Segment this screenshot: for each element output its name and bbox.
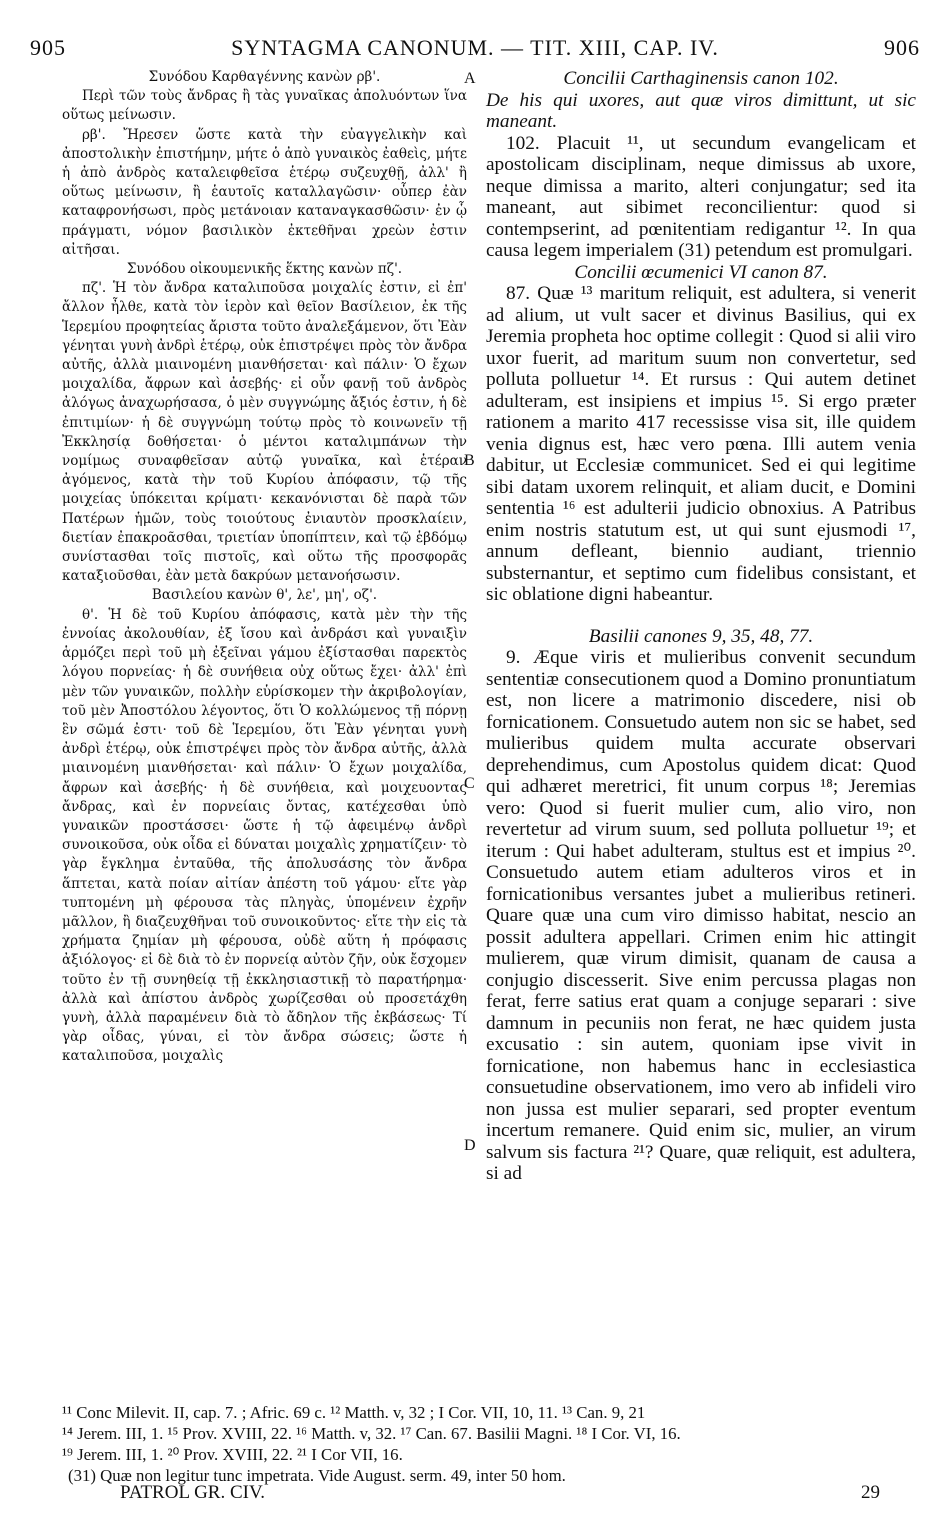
- page-number-left: 905: [30, 35, 66, 60]
- footnote-line: ¹⁹ Jerem. III, 1. ²⁰ Prov. XVIII, 22. ²¹ I Cor VII, 16.: [62, 1445, 403, 1464]
- latin-canon-87: 87. Quæ ¹³ maritum reliquit, est adultera, si venerit ad alium, ut vult sacer et divinus Basilius, qui ex Jeremia propheta hoc optime collegit : Quod si alii viro uxor fuerit, ad maritum suum non convertetur, sed polluta polluetur ¹⁴. Et rursus : Qui autem detinet adulteram, est insipiens et impius ¹⁵. Si ergo præter rationem a marito 417 recessisse visa sit, ille quidem venia dignus est, hæc vero pœna. Illi autem venia dabitur, ut Ecclesiæ communicet. Sed ei qui legitime sibi datam uxorem relinquit, et aliam ducit, e Domini sententia ¹⁶ est adulterii judicio obnoxius. A Patribus enim nostris statutum est, ut qui sunt ejusmodi ¹⁷, annum defleant, biennio audiant, triennio substernantur, et septimo cum fidelibus consistant, et sic oblatione digni habeantur.: [486, 283, 916, 605]
- margin-marker-b: B: [464, 452, 475, 469]
- greek-canon-9: θ'. Ἡ δὲ τοῦ Κυρίου ἀπόφασις, κατὰ μὲν τὴν τῆς ἐννοίας ἀκολουθίαν, ἐξ ἴσου καὶ ἀνδράσι καὶ γυναιξὶν ἁρμόζει περὶ τοῦ μὴ ἐξεῖναι γάμου ἐξίστασθαι παρεκτὸς λόγου πορνείας· ἡ δὲ συνήθεια οὐχ οὕτως ἔχει· ἀλλ' ἐπὶ μὲν τῶν γυναικῶν, πολλὴν εὑρίσκομεν τὴν ἀκριβολογίαν, τοῦ μὲν Ἀποστόλου λέγοντος, ὅτι Ὁ κολλώμενος τῇ πόρνῃ ἓν σῶμά ἐστι· τοῦ δὲ Ἱερεμίου, ὅτι Ἐὰν γένηται γυνὴ ἀνδρὶ ἑτέρῳ, οὐκ ἐπιστρέψει πρὸς τὸν ἄνδρα αὐτῆς, ἀλλὰ μιαινομένη μιανθήσεται· καὶ πάλιν· Ὁ ἔχων μοιχαλίδα, ἄφρων καὶ ἀσεβής· ἡ δὲ συνήθεια, καὶ μοιχευοντας ἄνδρας, καὶ ἐν πορνείαις ὄντας, κατέχεσθαι ὑπὸ γυναικῶν προστάσσει· ὥστε ἡ τῷ ἀφειμένῳ ἀνδρὶ συνοικοῦσα, οὐκ οἶδα εἰ δύναται μοιχαλὶς χρηματίζειν· τὸ γὰρ ἔγκλημα ἐνταῦθα, τῆς ἀπολυσάσης τὸν ἄνδρα ἅπτεται, κατὰ ποίαν αἰτίαν ἀπέστη τοῦ γάμου· εἴτε γὰρ τυπτομένη μὴ φέρουσα τὰς πληγὰς, ὑπομένειν ἐχρῆν μᾶλλον, ἢ διαζευχθῆναι τοῦ συνοικοῦντος· εἴτε τὴν εἰς τὰ χρήματα ζημίαν μὴ φέρουσα, οὐδὲ αὕτη ἡ πρόφασις ἀξιόλογος· εἰ δὲ διὰ τὸ ἐν πορνείᾳ αὐτὸν ζῆν, οὐκ ἔσχομεν τοῦτο ἐν τῇ συνηθείᾳ τῇ ἐκκλησιαστικῇ τὸ παρατήρημα· ἀλλὰ καὶ ἀπίστου ἀνδρὸς χωρίζεσθαι οὐ προσετάχθη γυνὴ, ἀλλὰ παραμένειν διὰ τὸ ἄδηλον τῆς ἐκβάσεως· Τί γὰρ οἶδας, γύναι, εἰ τὸν ἄνδρα σώσεις; ὥστε ἡ καταλιποῦσα, μοιχαλὶς: [62, 606, 467, 1065]
- running-title: SYNTAGMA CANONUM. — TIT. XIII, CAP. IV.: [231, 35, 719, 60]
- page-footer: [120, 1482, 880, 1504]
- margin-marker-c: C: [464, 775, 475, 792]
- editor-note: (31) Quæ non legitur tunc impetrata. Vide August. serm. 49, inter 50 hom.: [68, 1466, 566, 1485]
- latin-canon-102: 102. Placuit ¹¹, ut secundum evangelicam et apostolicam disciplinam, neque dimissus ab uxore, neque dimissa a marito, alteri conjungatur; sed ita maneant, aut sibimet reconcilientur: quod si contempserint, ad pœnitentiam redigantur ¹². In qua causa legem imperialem (31) petendum est promulgari.: [486, 132, 916, 261]
- latin-heading-carthage: Concilii Carthaginensis canon 102.: [563, 68, 839, 89]
- footnote-line: ¹¹ Conc Milevit. II, cap. 7. ; Afric. 69 c. ¹² Matth. v, 32 ; I Cor. VII, 10, 11. ¹³ Can. 9, 21: [62, 1403, 646, 1422]
- greek-canon-87: πζ'. Ἡ τὸν ἄνδρα καταλιποῦσα μοιχαλίς ἐστιν, εἰ ἐπ' ἄλλον ἦλθε, κατὰ τὸν ἱερὸν καὶ θεῖον Βασίλειον, ἐκ τῆς Ἱερεμίου προφητείας ἄριστα τοῦτο ἀναλεξάμενον, ὅτι Ἐὰν γένηται γυνὴ ἀνδρὶ ἑτέρῳ, οὐκ ἐπιστρέψει πρὸς τὸν ἄνδρα αὐτῆς, ἀλλὰ μιαινομένη μιανθήσεται· καὶ πάλιν· Ὁ ἔχων μοιχαλίδα, ἄφρων καὶ ἀσεβής· εἰ οὖν φανῇ τοῦ ἀνδρὸς ἀλόγως ἀναχωρήσασα, ὁ μὲν συγγνώμης ἄξιός ἐστιν, ἡ δὲ ἐπιτιμίων· ἡ δὲ συγγνώμη τούτῳ πρὸς τὸ κοινωνεῖν τῇ Ἐκκλησίᾳ δοθήσεται· ὁ μέντοι καταλιμπάνων τὴν νομίμως συναφθεῖσαν αὐτῷ γυναῖκα, καὶ ἑτέραν ἀγόμενος, κατὰ τὴν τοῦ Κυρίου ἀπόφασιν, τῷ τῆς μοιχείας ὑπόκειται κρίματι· κεκανόνισται δὲ παρὰ τῶν Πατέρων ἡμῶν, τοὺς τοιούτους ἐνιαυτὸν προσκλαίειν, διετίαν ἐπακροᾶσθαι, τριετίαν ὑποπίπτειν, καὶ τῷ ἑβδόμῳ συνίστασθαι τοῖς πιστοῖς, καὶ οὕτω τῆς προσφορᾶς καταξιοῦσθαι, ἐὰν μετὰ δακρύων μετανοήσωσιν.: [62, 280, 467, 585]
- greek-heading-basil: Βασιλείου κανὼν θ', λε', μη', οζ'.: [151, 587, 378, 604]
- greek-canon-102: ρβ'. Ἤρεσεν ὥστε κατὰ τὴν εὐαγγελικὴν καὶ ἀποστολικὴν ἐπιστήμην, μήτε ὁ ἀπὸ γυναικὸς ἐαθεὶς, μήτε ἡ ἀπὸ ἀνδρὸς καταλειφθεῖσα ἑτέρῳ συζευχθῇ, ἀλλ' ἢ οὕτως μείνωσιν, ἢ ἑαυτοῖς καταλλαγῶσιν· οὗπερ ἐὰν καταφρονήσωσι, πρὸς μετάνοιαν καταναγκασθῶσιν· ἐν ᾧ πράγματι, νόμον βασιλικὸν ἐκτεθῆναι χρεὼν ἐστιν αἰτῆσαι.: [62, 126, 467, 258]
- greek-heading-carthage: Συνόδου Καρθαγέννης κανὼν ρβ'.: [148, 69, 381, 85]
- margin-marker-a: A: [464, 70, 476, 87]
- page-header: [30, 30, 920, 66]
- greek-column: [62, 68, 467, 1067]
- series-label: PATROL GR. CIV.: [120, 1482, 266, 1503]
- page-number-right: 906: [884, 35, 920, 60]
- latin-heading-basil: Basilii canones 9, 35, 48, 77.: [588, 625, 814, 647]
- latin-canon-9: 9. Æque viris et mulieribus convenit secundum sententiæ consecutionem quod a Domino pronuntiatum est, non licere a matrimonio discedere, nisi ob fornicationem. Consuetudo autem non sic se habet, sed mulieribus quidem multa accurate observari deprehendimus, cum Apostolus quidem dicat: Quod qui adhæret meretrici, fit unum corpus ¹⁸; Jeremias vero: Quod si fuerit mulier cum, alio viro, non revertetur ad virum suum, sed polluta polluetur ¹⁹; et iterum : Qui habet adulteram, stultus est et impius ²⁰. Consuetudo autem etiam adulteros viros et in fornicationibus versantes jubet a mulieribus retineri. Quare quæ una cum viro dimisso habitat, nescio an possit adultera appellari. Crimen enim hic attingit mulierem, quæ virum dimisit, quanam de causa a conjugio discesserit. Sive enim percussa plagas non ferat, ferre satius erat quam a conjuge separari : sive damnum in pecuniis non ferat, ne hæc quidem justa excusatio : sin autem, quoniam ipse vivit in fornicatione, non habemus hanc in ecclesiastica consuetudine observationem, imo vero ab infideli viro non jussa est mulier separari, sed propter eventum incertum remanere. Quid enim sic, mulier, an virum salvum sis factura ²¹? Quare, quæ reliquit, est adultera, si ad: [486, 647, 916, 1184]
- latin-heading-sixth-synod: Concilii œcumenici VI canon 87.: [574, 261, 828, 283]
- margin-marker-d: D: [464, 1137, 476, 1154]
- latin-subheading: De his qui uxores, aut quæ viros dimittunt, ut sic maneant.: [486, 89, 916, 132]
- signature-number: 29: [861, 1482, 880, 1503]
- greek-subheading: Περὶ τῶν τοὺς ἄνδρας ἢ τὰς γυναῖκας ἀπολυόντων ἵνα οὕτως μείνωσιν.: [62, 88, 467, 124]
- latin-column: [486, 68, 916, 1185]
- greek-heading-sixth-synod: Συνόδου οἰκουμενικῆς ἕκτης κανὼν πζ'.: [126, 261, 403, 278]
- footnotes: [62, 1402, 912, 1486]
- footnote-line: ¹⁴ Jerem. III, 1. ¹⁵ Prov. XVIII, 22. ¹⁶ Matth. v, 32. ¹⁷ Can. 67. Basilii Magni. ¹⁸ I Cor. VI, 16.: [62, 1424, 681, 1443]
